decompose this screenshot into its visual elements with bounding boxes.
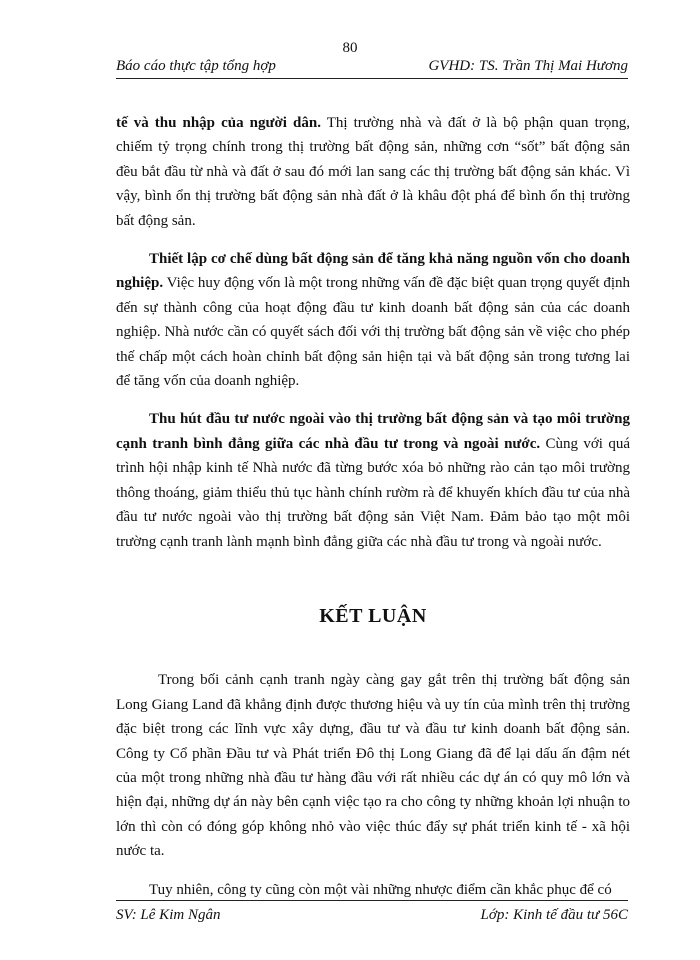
paragraph-bold-lead: Thu hút đầu tư nước ngoài vào thị trường bất động sản và tạo môi trường cạnh tranh bình đẳng giữa các nhà đầu tư trong và ngoài nước. — [116, 411, 630, 452]
paragraph-text: Việc huy động vốn là một trong những vấn đề đặc biệt quan trọng quyết định đến sự thành công của hoạt động đầu tư kinh doanh bất động sản của các doanh nghiệp. Nhà nước cần có quyết sách đối với thị trường bất động sản về việc cho phép thế chấp một cách hoàn chỉnh bất động sản hiện tại và bất động sản trong tương lai để tăng vốn của doanh nghiệp. — [116, 275, 630, 390]
conclusion-paragraph: Trong bối cảnh cạnh tranh ngày càng gay gắt trên thị trường bất động sản Long Giang Land đã khẳng định được thương hiệu và uy tín của mình trên thị trường đặc biệt trong các lĩnh vực xây dựng, đầu tư và đầu tư kinh doanh bất động sản. Công ty Cổ phần Đầu tư và Phát triển Đô thị Long Giang đã để lại dấu ấn đậm nét của một trong những nhà đầu tư hàng đầu với rất nhiều các dự án có quy mô lớn và hiện đại, những dự án này bên cạnh việc tạo ra cho công ty những khoản lợi nhuận to lớn thì còn có đóng góp không nhỏ vào việc thúc đẩy sự phát triển kinh tế - xã hội nước ta. — [116, 672, 630, 860]
paragraph-text: Thị trường nhà và đất ở là bộ phận quan trọng, chiếm tỷ trọng chính trong thị trường bất động sản, những cơn “sốt” bất động sản đều bắt đầu từ nhà và đất ở sau đó mới lan sang các thị trường bất động sản khác. Vì vậy, bình ổn thị trường bất động sản nhà đất ở là khâu đột phá để bình ổn thị trường bất động sản. — [116, 115, 630, 229]
footer-class: Lớp: Kinh tế đầu tư 56C — [480, 907, 628, 923]
page-content — [116, 111, 630, 916]
header-supervisor: GVHD: TS. Trần Thị Mai Hương — [428, 58, 628, 74]
page-number: 80 — [342, 40, 358, 56]
paragraph-continuation — [116, 111, 630, 233]
header-report-title: Báo cáo thực tập tổng hợp — [116, 58, 276, 74]
paragraph-bold-lead: tế và thu nhập của người dân. — [116, 115, 321, 131]
paragraph-text: Cùng với quá trình hội nhập kinh tế Nhà nước đã từng bước xóa bỏ những rào cản tạo môi trường thông thoáng, giảm thiểu thủ tục hành chính rườm rà để khuyến khích đầu tư của nhà đầu tư nước ngoài vào thị trường bất động sản Việt Nam. Đảm bảo tạo một môi trường cạnh tranh lành mạnh bình đẳng giữa các nhà đầu tư trong và ngoài nước. — [116, 435, 630, 550]
paragraph-bold-lead: Thiết lập cơ chế dùng bất động sản để tăng khả năng nguồn vốn cho doanh nghiệp. — [116, 251, 630, 292]
page-footer — [116, 900, 628, 924]
conclusion-paragraph: Tuy nhiên, công ty cũng còn một vài những nhược điểm cần khắc phục để có — [149, 881, 612, 898]
page-header — [116, 58, 628, 79]
footer-student: SV: Lê Kim Ngân — [116, 907, 221, 923]
paragraph-capital-mechanism — [116, 247, 630, 393]
conclusion-heading: KẾT LUẬN — [319, 604, 427, 627]
paragraph-foreign-investment — [116, 407, 630, 553]
